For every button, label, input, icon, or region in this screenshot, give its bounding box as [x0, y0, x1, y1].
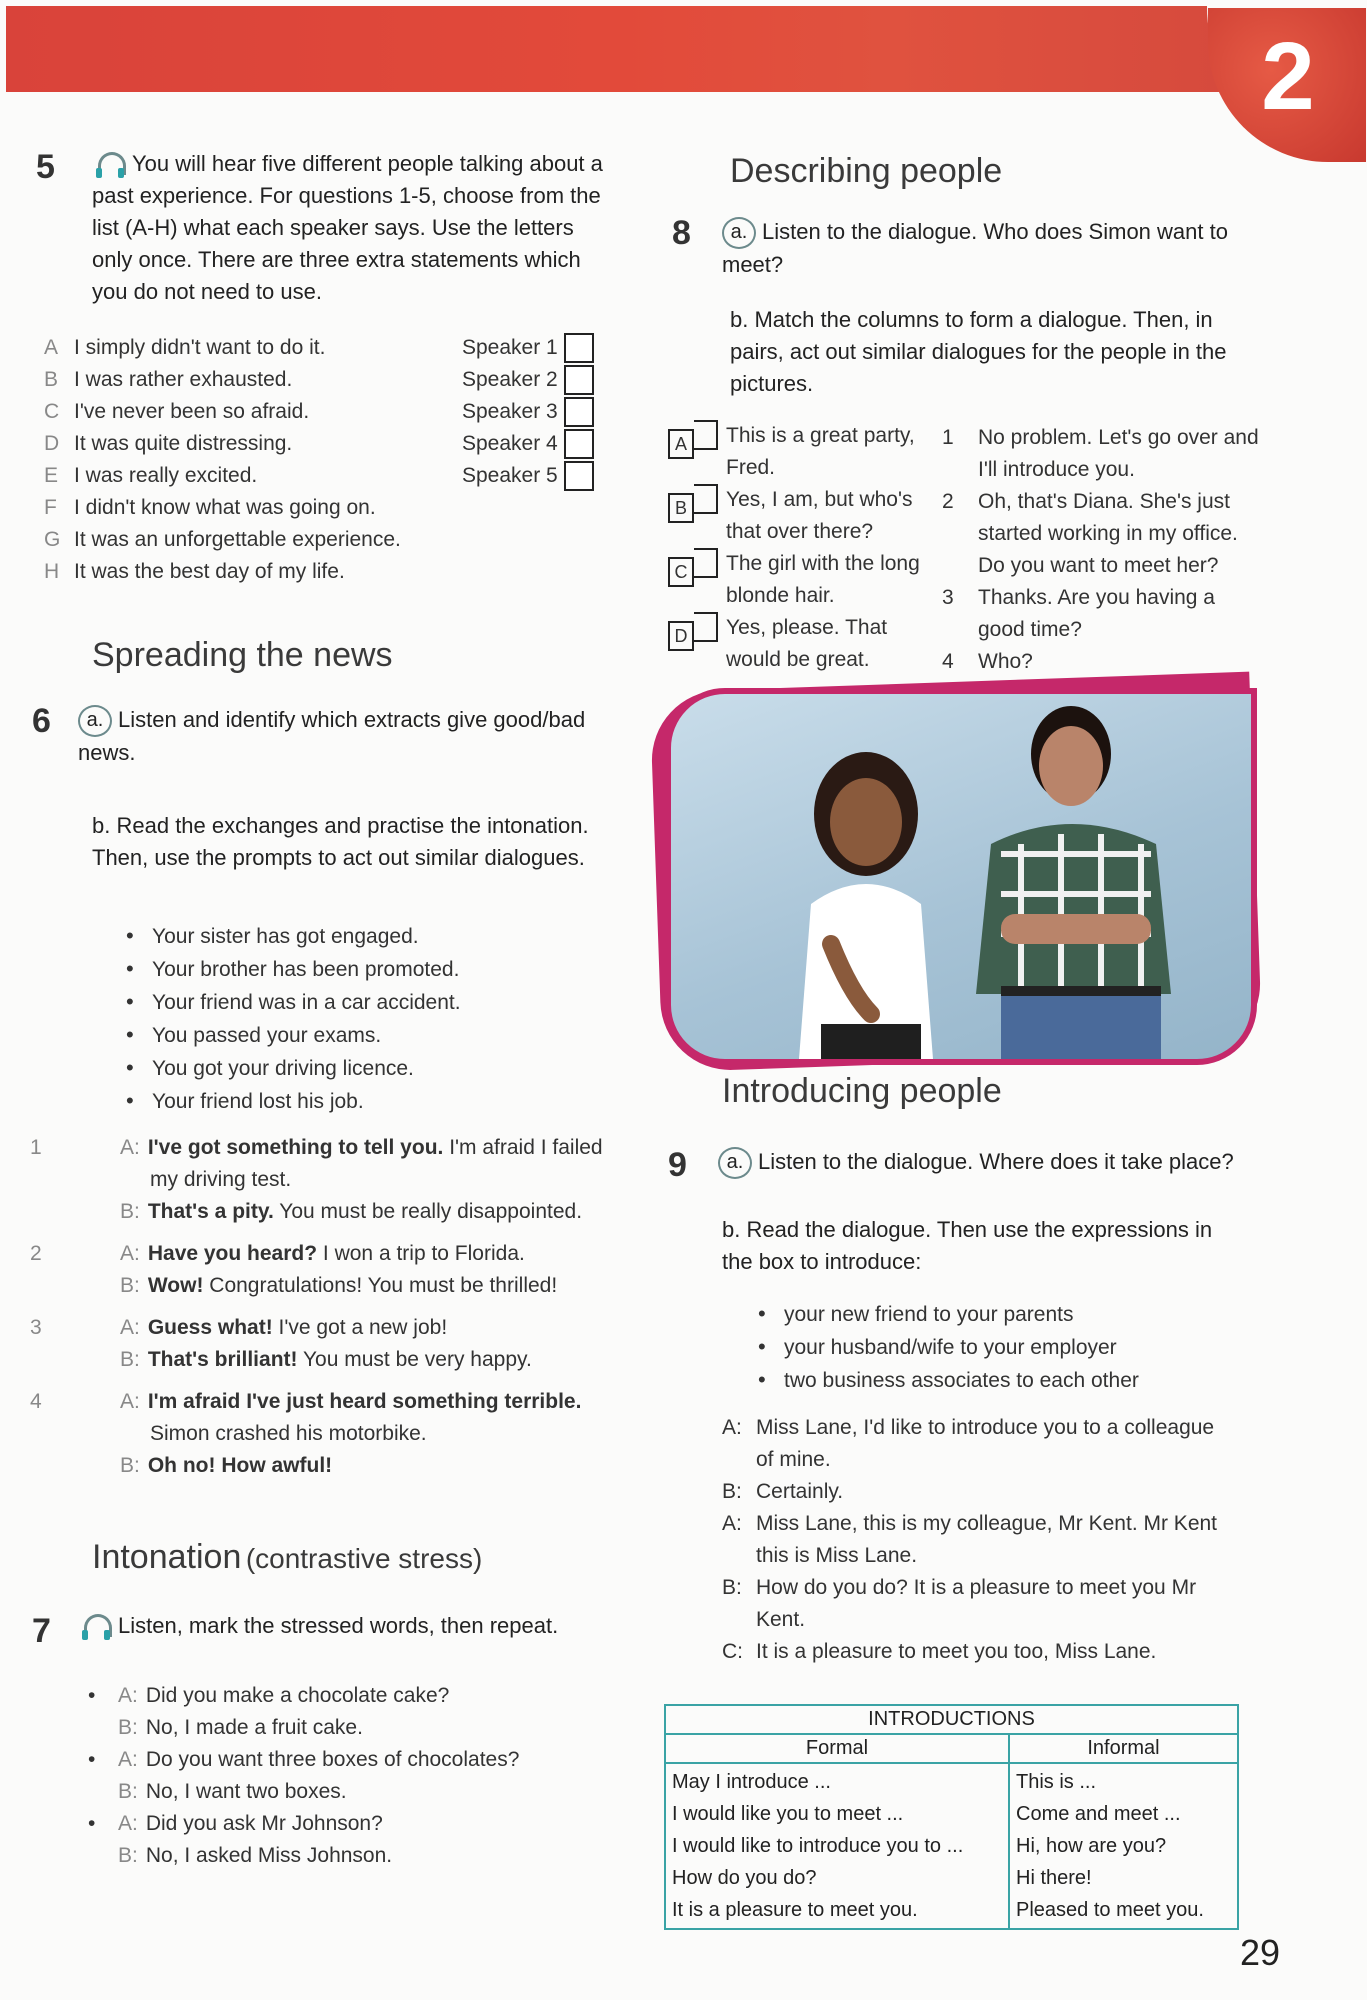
statement-row	[44, 396, 464, 428]
statement-text: I simply didn't want to do it.	[74, 336, 326, 359]
informal-expression: Hi, how are you?	[1016, 1835, 1167, 1857]
stress-line-a	[88, 1808, 608, 1840]
bullet-mark: •	[88, 1748, 96, 1771]
exchange-number: 4	[30, 1390, 42, 1413]
photo-two-young-people	[665, 688, 1257, 1065]
dialogue-right-text: No problem. Let's go over and I'll introduce you.	[978, 426, 1259, 481]
dialogue-left-text: This is a great party, Fred.	[726, 424, 915, 479]
section-heading-spreading: Spreading the news	[92, 636, 393, 674]
headphones-icon: a.	[718, 1147, 752, 1179]
dialogue-left-item	[668, 420, 968, 484]
dialogue-right-item	[942, 422, 1262, 486]
dialogue-right-item	[942, 582, 1262, 646]
speaker-row	[462, 428, 602, 460]
dialogue-line	[722, 1412, 1242, 1476]
stress-text: Have you heard?	[147, 1242, 318, 1265]
exercise-9a: a. Listen to the dialogue. Where does it take place?	[718, 1146, 1258, 1179]
dialogue-line	[722, 1476, 1242, 1508]
label-boxes	[668, 612, 726, 676]
label-boxes	[668, 548, 726, 612]
dialogue-text: Miss Lane, this is my colleague, Mr Kent. Mr Kent this is Miss Lane.	[756, 1512, 1218, 1567]
exchange-item	[30, 1312, 610, 1376]
stress-sentence: Do you want three boxes of chocolates?	[145, 1748, 520, 1771]
exchange-text: I won a trip to Florida.	[317, 1242, 525, 1265]
section-heading-introducing: Introducing people	[722, 1072, 1002, 1110]
statement-text: I didn't know what was going on.	[74, 496, 376, 519]
speaker-b-label: B:	[118, 1716, 138, 1739]
exchange-text: I'm afraid I failed my driving test.	[150, 1136, 603, 1191]
introduce-bullets	[758, 1298, 1238, 1397]
stress-sentence: Did you ask Mr Johnson?	[145, 1812, 383, 1835]
stress-text: Guess what!	[147, 1316, 273, 1339]
formal-header: Formal	[665, 1734, 1009, 1763]
statement-letter: F	[44, 496, 57, 519]
exchange-text: Simon crashed his motorbike.	[150, 1422, 427, 1445]
speaker-b-label: B:	[120, 1454, 140, 1477]
speaker-label: A:	[722, 1416, 742, 1439]
answer-box[interactable]	[564, 333, 594, 363]
stress-sentence: Did you make a chocolate cake?	[145, 1684, 450, 1707]
speaker-label: Speaker 1	[462, 336, 558, 359]
speaker-b-label: B:	[118, 1780, 138, 1803]
exchange-line-a	[30, 1386, 610, 1450]
exchange-item	[30, 1386, 610, 1482]
speaker-row	[462, 460, 602, 492]
exchange-number: 3	[30, 1316, 42, 1339]
statement-letter: B	[44, 368, 59, 391]
exchange-number: 1	[30, 1136, 42, 1159]
answer-box[interactable]	[564, 397, 594, 427]
dialogue-number: 4	[942, 650, 954, 673]
speaker-a-label: A:	[118, 1684, 138, 1707]
stress-sentence: No, I made a fruit cake.	[145, 1716, 363, 1739]
statement-letter: A	[44, 336, 59, 359]
introductions-box	[664, 1704, 1239, 1930]
exercise-9b: b. Read the dialogue. Then use the expressions in the box to introduce:	[722, 1217, 1213, 1274]
statement-row	[44, 428, 464, 460]
speaker-a-label: A:	[118, 1812, 138, 1835]
stress-line-a	[88, 1744, 608, 1776]
match-label: A	[668, 429, 694, 459]
statement-letter: E	[44, 464, 59, 487]
speaker-label: A:	[722, 1512, 742, 1535]
photo-illustration	[671, 694, 1251, 1059]
speaker-b-label: B:	[120, 1274, 140, 1297]
statement-letter: G	[44, 528, 61, 551]
dialogue-right-text: Who?	[978, 650, 1033, 673]
speaker-list	[462, 332, 602, 492]
exchange-number: 2	[30, 1242, 42, 1265]
dialogue-number: 3	[942, 586, 954, 609]
stress-text: That's a pity.	[147, 1200, 274, 1223]
exchange-line-b	[90, 1450, 610, 1482]
formal-expression: I would like you to meet ...	[672, 1803, 904, 1825]
dialogue-line	[722, 1636, 1242, 1668]
speaker-row	[462, 364, 602, 396]
stress-text: I'm afraid I've just heard something terrible.	[147, 1390, 582, 1413]
dialogue-left-column	[668, 420, 968, 676]
exchange-line-b	[90, 1344, 610, 1376]
speaker-a-label: A:	[120, 1390, 140, 1413]
exercise-6b: b. Read the exchanges and practise the intonation. Then, use the prompts to act out similar dialogues.	[92, 813, 589, 870]
prompt-item: • You got your driving licence.	[126, 1052, 606, 1085]
dialogue-left-item	[668, 548, 968, 612]
speaker-a-label: A:	[120, 1316, 140, 1339]
introduce-item: • your new friend to your parents	[758, 1298, 1238, 1331]
statement-text: I was rather exhausted.	[74, 368, 293, 391]
section-heading-describing: Describing people	[730, 152, 1003, 190]
unit-banner	[6, 6, 1361, 92]
section-heading-intonation: Intonation (contrastive stress)	[92, 1538, 483, 1576]
dialogue-left-text: Yes, I am, but who's that over there?	[726, 488, 913, 543]
prompt-item: • Your friend lost his job.	[126, 1085, 606, 1118]
statement-row	[44, 332, 464, 364]
prompt-item: • Your friend was in a car accident.	[126, 986, 606, 1019]
match-answer-box[interactable]	[694, 612, 718, 642]
introductions-title: INTRODUCTIONS	[665, 1705, 1238, 1734]
informal-expression: Come and meet ...	[1016, 1803, 1181, 1825]
formal-expression: I would like to introduce you to ...	[672, 1835, 964, 1857]
bullet-mark: •	[88, 1812, 96, 1835]
speaker-label: Speaker 2	[462, 368, 558, 391]
speaker-b-label: B:	[120, 1200, 140, 1223]
formal-expression: May I introduce ...	[672, 1771, 831, 1793]
informal-header: Informal	[1009, 1734, 1238, 1763]
stress-sentence: No, I asked Miss Johnson.	[145, 1844, 393, 1867]
dialogue-left-text: The girl with the long blonde hair.	[726, 552, 920, 607]
statement-row	[44, 460, 464, 492]
speaker-label: Speaker 5	[462, 464, 558, 487]
dialogue-right-text: Oh, that's Diana. She's just started working in my office. Do you want to meet her?	[978, 490, 1238, 577]
statement-text: I've never been so afraid.	[74, 400, 310, 423]
exchange-line-b	[90, 1196, 610, 1228]
exercise-number-7: 7	[32, 1612, 51, 1650]
statement-row	[44, 364, 464, 396]
exercise-number-5: 5	[36, 148, 55, 186]
statement-row	[44, 492, 464, 524]
match-label: B	[668, 493, 694, 523]
introduce-item: • two business associates to each other	[758, 1364, 1238, 1397]
informal-expressions	[1009, 1763, 1238, 1929]
dialogue-text: It is a pleasure to meet you too, Miss Lane.	[756, 1640, 1157, 1663]
dialogue-text: How do you do? It is a pleasure to meet you Mr Kent.	[756, 1576, 1197, 1631]
informal-expression: Hi there!	[1016, 1867, 1092, 1889]
prompt-item: • Your brother has been promoted.	[126, 953, 606, 986]
answer-box[interactable]	[564, 461, 594, 491]
exercise-6a: a. Listen and identify which extracts give good/bad news.	[78, 707, 586, 766]
informal-expression: Pleased to meet you.	[1016, 1899, 1204, 1921]
dialogue-text: Certainly.	[756, 1480, 844, 1503]
headphones-icon	[78, 1612, 114, 1642]
speaker-label: B:	[722, 1576, 742, 1599]
speaker-b-label: B:	[118, 1844, 138, 1867]
statement-text: I was really excited.	[74, 464, 258, 487]
exchange-line-a	[30, 1312, 610, 1344]
match-answer-box[interactable]	[694, 484, 718, 514]
dialogue-right-text: Thanks. Are you having a good time?	[978, 586, 1215, 641]
exchange-line-b	[90, 1270, 610, 1302]
statement-letter: H	[44, 560, 60, 583]
stress-line-b	[88, 1776, 608, 1808]
statement-list	[44, 332, 464, 588]
speaker-b-label: B:	[120, 1348, 140, 1371]
dialogue-number: 2	[942, 490, 954, 513]
label-boxes	[668, 420, 726, 484]
prompt-item: • You passed your exams.	[126, 1019, 606, 1052]
speaker-a-label: A:	[118, 1748, 138, 1771]
answer-box[interactable]	[564, 429, 594, 459]
dialogue-right-column	[942, 422, 1262, 678]
statement-row	[44, 556, 464, 588]
dialogue-left-item	[668, 612, 968, 676]
stress-pairs	[88, 1680, 608, 1872]
dialogue-text: Miss Lane, I'd like to introduce you to a colleague of mine.	[756, 1416, 1215, 1471]
stress-sentence: No, I want two boxes.	[145, 1780, 347, 1803]
introduce-item: • your husband/wife to your employer	[758, 1331, 1238, 1364]
stress-text: Oh no! How awful!	[147, 1454, 333, 1477]
stress-line-b	[88, 1840, 608, 1872]
exercise-number-9: 9	[668, 1146, 687, 1184]
exercise-8a: a. Listen to the dialogue. Who does Simon want to meet?	[722, 219, 1228, 278]
formal-expressions	[665, 1763, 1009, 1929]
introduction-dialogue	[722, 1412, 1242, 1668]
stress-text: Wow!	[147, 1274, 204, 1297]
prompt-item: • Your sister has got engaged.	[126, 920, 606, 953]
answer-box[interactable]	[564, 365, 594, 395]
speaker-row	[462, 396, 602, 428]
match-answer-box[interactable]	[694, 420, 718, 450]
match-answer-box[interactable]	[694, 548, 718, 578]
speaker-a-label: A:	[120, 1136, 140, 1159]
page-number: 29	[1240, 1932, 1281, 1973]
exchange-text: I've got a new job!	[272, 1316, 448, 1339]
speaker-label: C:	[722, 1640, 743, 1663]
speaker-label: Speaker 3	[462, 400, 558, 423]
headphones-icon	[92, 150, 128, 180]
exercise-number-6: 6	[32, 702, 51, 740]
speaker-row	[462, 332, 602, 364]
match-label: D	[668, 621, 694, 651]
dialogue-line	[722, 1508, 1242, 1572]
headphones-icon: a.	[78, 705, 112, 737]
informal-expression: This is ...	[1016, 1771, 1097, 1793]
exchange-list	[30, 1132, 610, 1492]
statement-letter: D	[44, 432, 60, 455]
exchange-text: You must be really disappointed.	[273, 1200, 583, 1223]
statement-text: It was an unforgettable experience.	[74, 528, 401, 551]
statement-letter: C	[44, 400, 60, 423]
unit-number: 2	[1261, 23, 1315, 130]
dialogue-number: 1	[942, 426, 954, 449]
dialogue-line	[722, 1572, 1242, 1636]
formal-expression: How do you do?	[672, 1867, 817, 1889]
exchange-line-a	[30, 1132, 610, 1196]
dialogue-left-item	[668, 484, 968, 548]
formal-expression: It is a pleasure to meet you.	[672, 1899, 918, 1921]
exercise-5-instruction: You will hear five different people talking about a past experience. For questions 1-5, choose from the list (A-H) what each speaker says. Use the letters only once. There are three extra statements which you do not need to use.	[92, 151, 603, 305]
label-boxes	[668, 484, 726, 548]
exchange-text: Congratulations! You must be thrilled!	[203, 1274, 558, 1297]
speaker-label: Speaker 4	[462, 432, 558, 455]
stress-line-b	[88, 1712, 608, 1744]
stress-text: That's brilliant!	[147, 1348, 298, 1371]
stress-text: I've got something to tell you.	[147, 1136, 444, 1159]
exchange-text: You must be very happy.	[297, 1348, 532, 1371]
statement-row	[44, 524, 464, 556]
headphones-icon: a.	[722, 217, 756, 249]
speaker-a-label: A:	[120, 1242, 140, 1265]
statement-text: It was quite distressing.	[74, 432, 293, 455]
exercise-7-instruction: Listen, mark the stressed words, then repeat.	[78, 1610, 598, 1642]
exchange-line-a	[30, 1238, 610, 1270]
dialogue-left-text: Yes, please. That would be great.	[726, 616, 888, 671]
prompt-list	[126, 920, 606, 1118]
match-label: C	[668, 557, 694, 587]
dialogue-right-item	[942, 486, 1262, 582]
bullet-mark: •	[88, 1684, 96, 1707]
statement-text: It was the best day of my life.	[74, 560, 345, 583]
exercise-8b: b. Match the columns to form a dialogue. Then, in pairs, act out similar dialogues for the people in the pictures.	[730, 307, 1227, 396]
exchange-item	[30, 1238, 610, 1302]
exercise-number-8: 8	[672, 214, 691, 252]
exchange-item	[30, 1132, 610, 1228]
speaker-label: B:	[722, 1480, 742, 1503]
stress-line-a	[88, 1680, 608, 1712]
